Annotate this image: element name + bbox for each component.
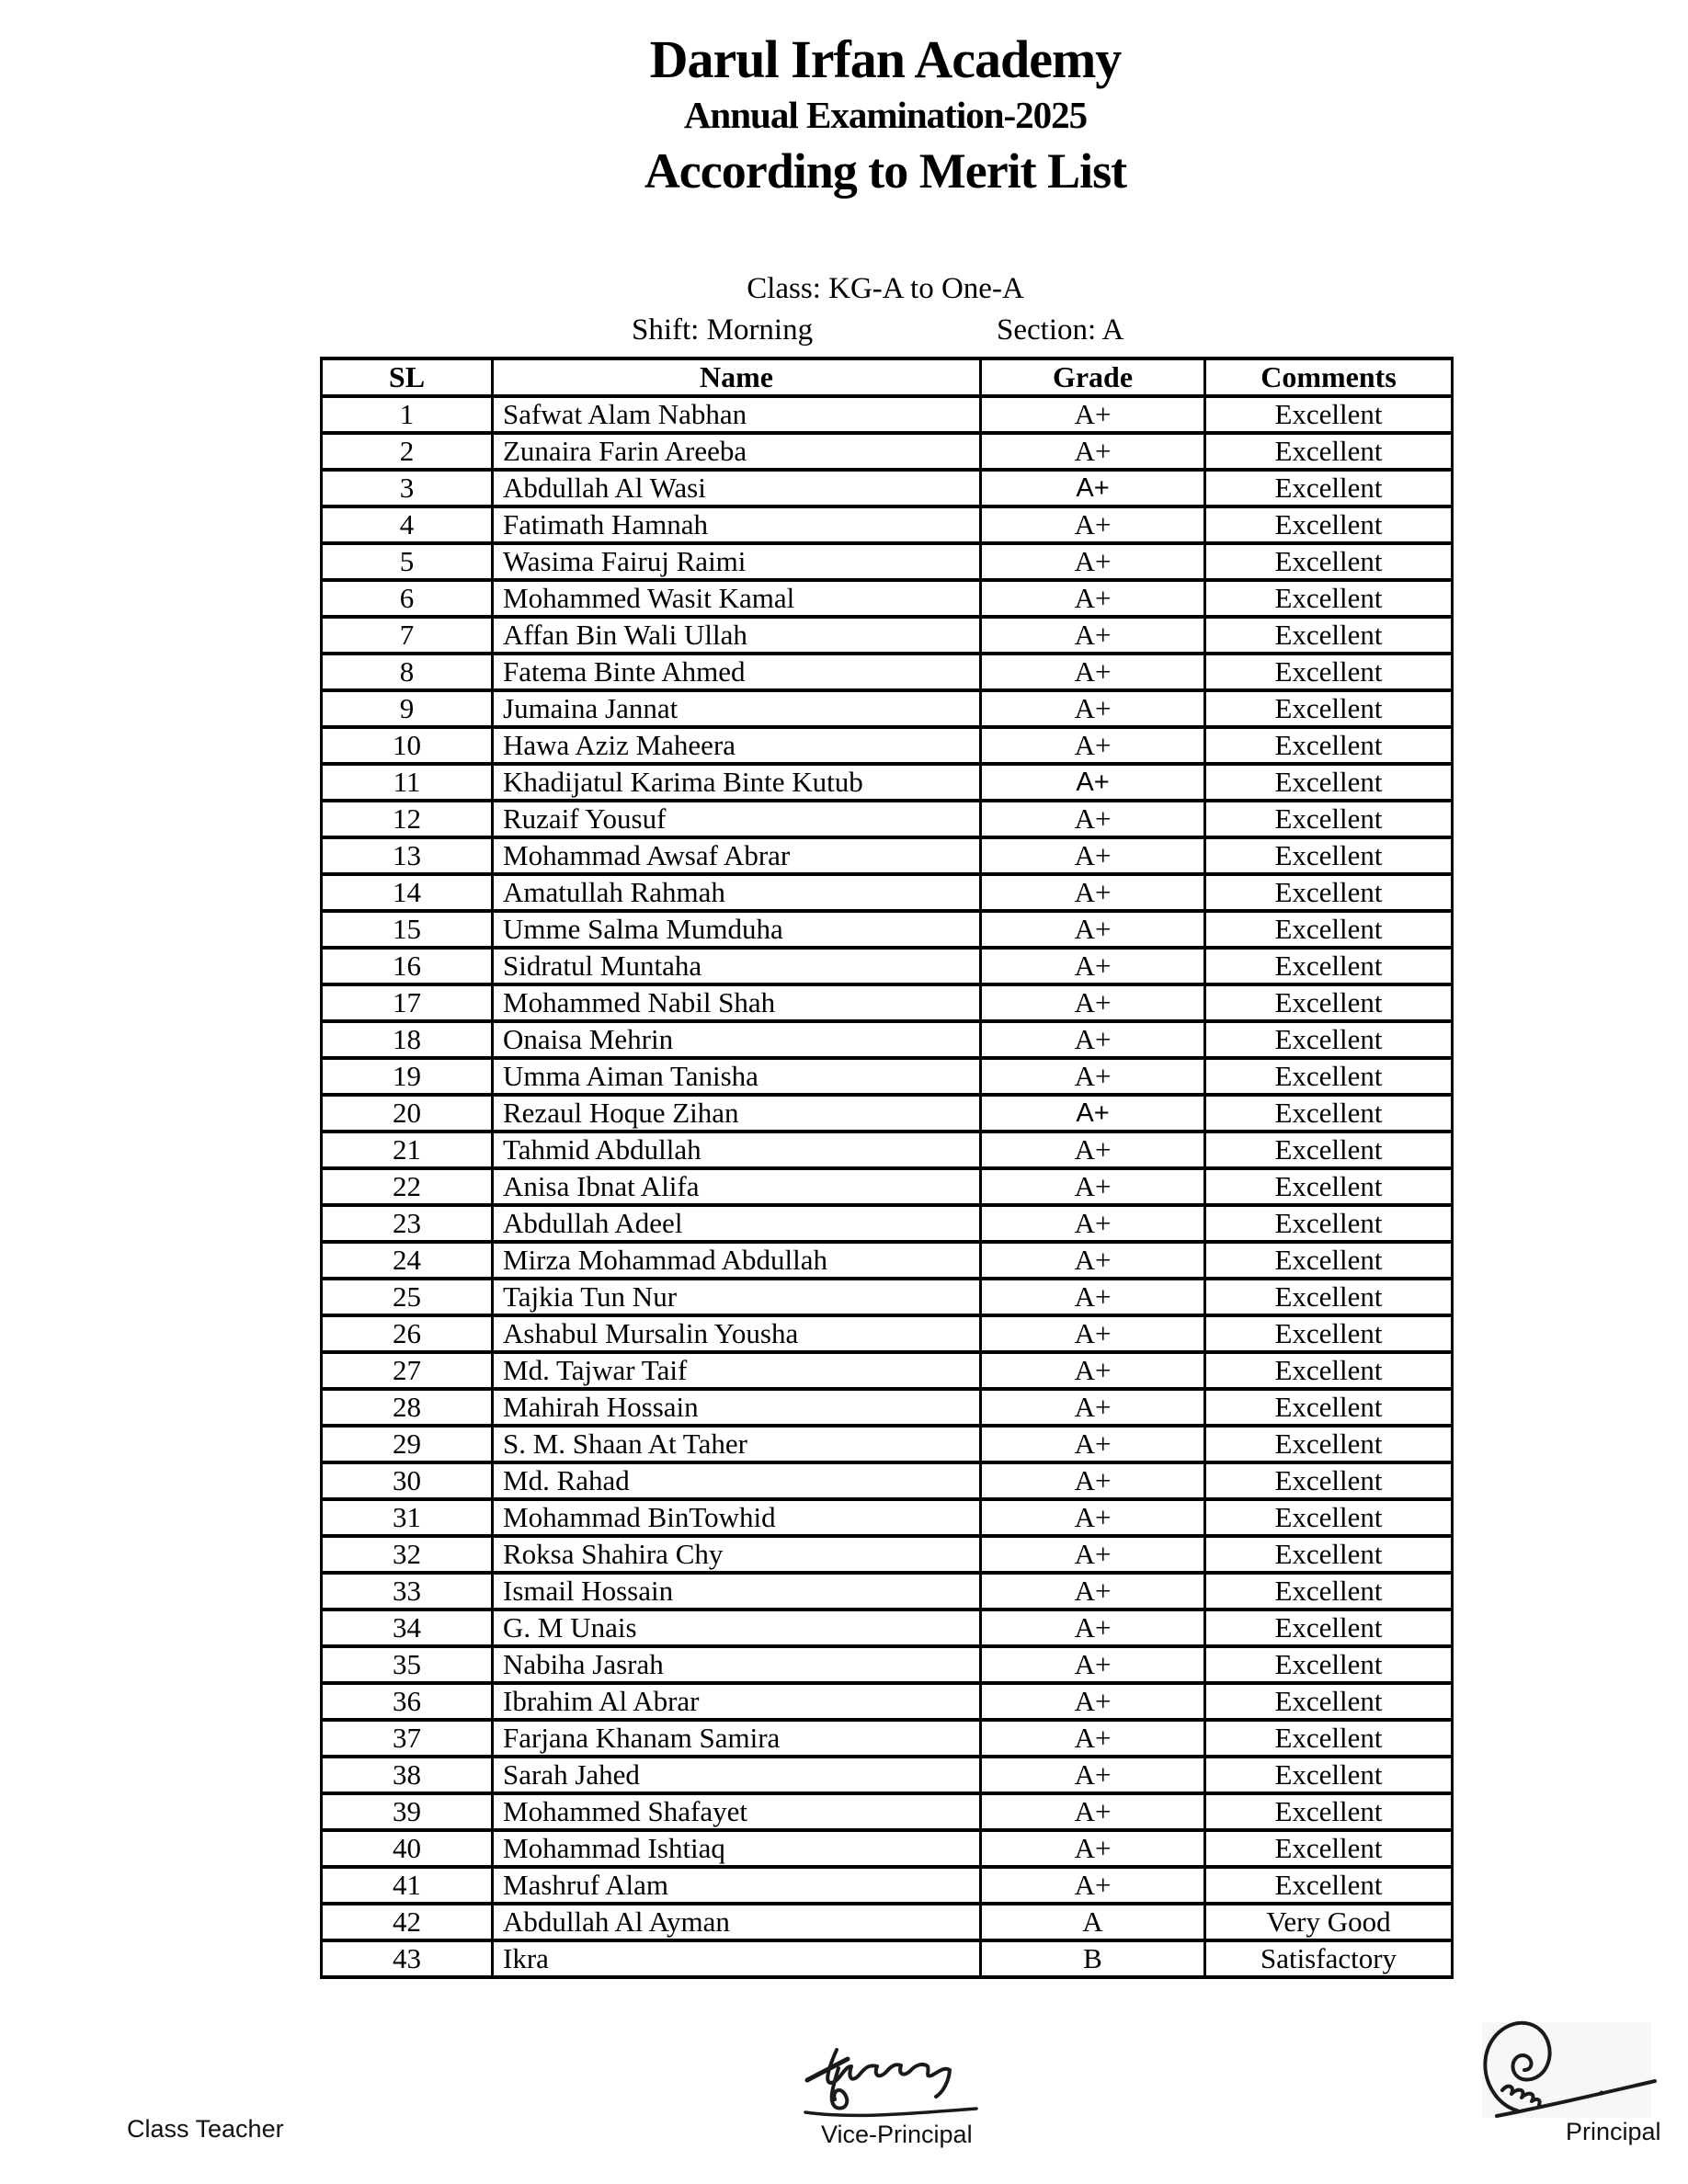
sl-cell: 25	[322, 1279, 493, 1315]
name-cell: G. M Unais	[493, 1610, 981, 1646]
table-row	[322, 396, 1453, 433]
table-row	[322, 948, 1453, 984]
comments-cell: Satisfactory	[1205, 1940, 1453, 1977]
table-row	[322, 1462, 1453, 1499]
grade-cell: A+	[981, 1793, 1205, 1830]
name-cell: Mirza Mohammad Abdullah	[493, 1242, 981, 1279]
table-row	[322, 1021, 1453, 1058]
merit-table	[320, 357, 1454, 1979]
table-row	[322, 1426, 1453, 1462]
sl-cell: 35	[322, 1646, 493, 1683]
table-row	[322, 1720, 1453, 1757]
name-cell: Umme Salma Mumduha	[493, 911, 981, 948]
grade-cell: A+	[981, 727, 1205, 764]
grade-cell: A+	[981, 874, 1205, 911]
name-cell: Hawa Aziz Maheera	[493, 727, 981, 764]
grade-cell: A+	[981, 1426, 1205, 1462]
comments-cell: Excellent	[1205, 654, 1453, 690]
table-row	[322, 1904, 1453, 1940]
comments-cell: Excellent	[1205, 1058, 1453, 1095]
school-name-title: Darul Irfan Academy	[649, 29, 1122, 89]
table-row	[322, 470, 1453, 506]
sl-cell: 30	[322, 1462, 493, 1499]
grade-cell: A+	[981, 948, 1205, 984]
grade-cell: A+	[981, 617, 1205, 654]
name-cell: Abdullah Al Ayman	[493, 1904, 981, 1940]
sl-cell: 21	[322, 1132, 493, 1168]
comments-cell: Excellent	[1205, 874, 1453, 911]
name-cell: Ruzaif Yousuf	[493, 801, 981, 837]
comments-cell: Excellent	[1205, 543, 1453, 580]
grade-cell: A+	[981, 1867, 1205, 1904]
name-cell: Jumaina Jannat	[493, 690, 981, 727]
table-header-row	[322, 358, 1453, 396]
comments-cell: Excellent	[1205, 580, 1453, 617]
name-cell: Umma Aiman Tanisha	[493, 1058, 981, 1095]
sl-cell: 8	[322, 654, 493, 690]
table-row	[322, 837, 1453, 874]
grade-cell: A+	[981, 764, 1205, 801]
table-row	[322, 1793, 1453, 1830]
name-cell: Mohammad Ishtiaq	[493, 1830, 981, 1867]
comments-cell: Excellent	[1205, 1720, 1453, 1757]
name-cell: Ismail Hossain	[493, 1573, 981, 1610]
column-header-name: Name	[493, 358, 981, 396]
sl-cell: 10	[322, 727, 493, 764]
sl-cell: 14	[322, 874, 493, 911]
shift-label: Shift: Morning	[632, 313, 814, 347]
sl-cell: 32	[322, 1536, 493, 1573]
sl-cell: 19	[322, 1058, 493, 1095]
sl-cell: 34	[322, 1610, 493, 1646]
grade-cell: A+	[981, 1610, 1205, 1646]
comments-cell: Excellent	[1205, 1095, 1453, 1132]
sl-cell: 39	[322, 1793, 493, 1830]
table-row	[322, 1279, 1453, 1315]
grade-cell: A+	[981, 837, 1205, 874]
table-row	[322, 1499, 1453, 1536]
grade-cell: A+	[981, 1720, 1205, 1757]
comments-cell: Excellent	[1205, 1610, 1453, 1646]
name-cell: Ikra	[493, 1940, 981, 1977]
grade-cell: A+	[981, 690, 1205, 727]
comments-cell: Excellent	[1205, 617, 1453, 654]
comments-cell: Excellent	[1205, 1536, 1453, 1573]
comments-cell: Excellent	[1205, 1315, 1453, 1352]
name-cell: Mohammad BinTowhid	[493, 1499, 981, 1536]
grade-cell: A+	[981, 1242, 1205, 1279]
name-cell: Abdullah Adeel	[493, 1205, 981, 1242]
sl-cell: 31	[322, 1499, 493, 1536]
grade-cell: A+	[981, 1315, 1205, 1352]
sl-cell: 40	[322, 1830, 493, 1867]
name-cell: Mohammed Shafayet	[493, 1793, 981, 1830]
grade-cell: A+	[981, 506, 1205, 543]
name-cell: Mohammed Wasit Kamal	[493, 580, 981, 617]
name-cell: Mahirah Hossain	[493, 1389, 981, 1426]
grade-cell: A+	[981, 1830, 1205, 1867]
grade-cell: A+	[981, 1352, 1205, 1389]
table-row	[322, 727, 1453, 764]
name-cell: Fatimath Hamnah	[493, 506, 981, 543]
table-row	[322, 764, 1453, 801]
name-cell: Zunaira Farin Areeba	[493, 433, 981, 470]
table-row	[322, 1610, 1453, 1646]
sl-cell: 42	[322, 1904, 493, 1940]
comments-cell: Excellent	[1205, 1793, 1453, 1830]
grade-cell: A+	[981, 1168, 1205, 1205]
table-row	[322, 1095, 1453, 1132]
name-cell: Ibrahim Al Abrar	[493, 1683, 981, 1720]
comments-cell: Excellent	[1205, 764, 1453, 801]
table-row	[322, 1940, 1453, 1977]
name-cell: Roksa Shahira Chy	[493, 1536, 981, 1573]
table-row	[322, 506, 1453, 543]
table-row	[322, 1757, 1453, 1793]
comments-cell: Excellent	[1205, 1867, 1453, 1904]
sl-cell: 17	[322, 984, 493, 1021]
name-cell: Farjana Khanam Samira	[493, 1720, 981, 1757]
comments-cell: Excellent	[1205, 1462, 1453, 1499]
sl-cell: 22	[322, 1168, 493, 1205]
sl-cell: 36	[322, 1683, 493, 1720]
sl-cell: 2	[322, 433, 493, 470]
grade-cell: A+	[981, 470, 1205, 506]
comments-cell: Excellent	[1205, 948, 1453, 984]
name-cell: Abdullah Al Wasi	[493, 470, 981, 506]
sl-cell: 7	[322, 617, 493, 654]
name-cell: Mohammad Awsaf Abrar	[493, 837, 981, 874]
sl-cell: 11	[322, 764, 493, 801]
comments-cell: Excellent	[1205, 1499, 1453, 1536]
comments-cell: Excellent	[1205, 1389, 1453, 1426]
name-cell: Rezaul Hoque Zihan	[493, 1095, 981, 1132]
name-cell: Onaisa Mehrin	[493, 1021, 981, 1058]
comments-cell: Excellent	[1205, 1168, 1453, 1205]
table-row	[322, 874, 1453, 911]
name-cell: Fatema Binte Ahmed	[493, 654, 981, 690]
comments-cell: Excellent	[1205, 801, 1453, 837]
sl-cell: 24	[322, 1242, 493, 1279]
table-row	[322, 433, 1453, 470]
comments-cell: Excellent	[1205, 396, 1453, 433]
comments-cell: Excellent	[1205, 1132, 1453, 1168]
sl-cell: 28	[322, 1389, 493, 1426]
sl-cell: 9	[322, 690, 493, 727]
name-cell: Anisa Ibnat Alifa	[493, 1168, 981, 1205]
name-cell: Tajkia Tun Nur	[493, 1279, 981, 1315]
table-row	[322, 1352, 1453, 1389]
table-row	[322, 1315, 1453, 1352]
grade-cell: A+	[981, 911, 1205, 948]
comments-cell: Excellent	[1205, 433, 1453, 470]
sl-cell: 37	[322, 1720, 493, 1757]
sl-cell: 29	[322, 1426, 493, 1462]
sl-cell: 13	[322, 837, 493, 874]
sl-cell: 23	[322, 1205, 493, 1242]
comments-cell: Excellent	[1205, 1757, 1453, 1793]
sl-cell: 43	[322, 1940, 493, 1977]
sl-cell: 5	[322, 543, 493, 580]
comments-cell: Excellent	[1205, 1646, 1453, 1683]
table-row	[322, 984, 1453, 1021]
grade-cell: A+	[981, 1757, 1205, 1793]
grade-cell: A+	[981, 1021, 1205, 1058]
grade-cell: A+	[981, 1499, 1205, 1536]
comments-cell: Excellent	[1205, 911, 1453, 948]
table-row	[322, 1536, 1453, 1573]
grade-cell: A+	[981, 801, 1205, 837]
name-cell: Wasima Fairuj Raimi	[493, 543, 981, 580]
table-row	[322, 1242, 1453, 1279]
table-row	[322, 1058, 1453, 1095]
table-row	[322, 654, 1453, 690]
grade-cell: A+	[981, 654, 1205, 690]
column-header-grade: Grade	[981, 358, 1205, 396]
sl-cell: 20	[322, 1095, 493, 1132]
name-cell: Md. Tajwar Taif	[493, 1352, 981, 1389]
exam-title: Annual Examination-2025	[683, 94, 1088, 136]
comments-cell: Excellent	[1205, 984, 1453, 1021]
name-cell: Safwat Alam Nabhan	[493, 396, 981, 433]
sl-cell: 33	[322, 1573, 493, 1610]
comments-cell: Excellent	[1205, 506, 1453, 543]
name-cell: Affan Bin Wali Ullah	[493, 617, 981, 654]
sl-cell: 18	[322, 1021, 493, 1058]
name-cell: Tahmid Abdullah	[493, 1132, 981, 1168]
sl-cell: 16	[322, 948, 493, 984]
sl-cell: 27	[322, 1352, 493, 1389]
name-cell: Sarah Jahed	[493, 1757, 981, 1793]
sl-cell: 41	[322, 1867, 493, 1904]
class-line: Class: KG-A to One-A	[747, 272, 1024, 305]
name-cell: Sidratul Muntaha	[493, 948, 981, 984]
comments-cell: Excellent	[1205, 1242, 1453, 1279]
grade-cell: A+	[981, 1205, 1205, 1242]
grade-cell: A+	[981, 1462, 1205, 1499]
sl-cell: 12	[322, 801, 493, 837]
grade-cell: A+	[981, 1573, 1205, 1610]
grade-cell: A+	[981, 1279, 1205, 1315]
sl-cell: 15	[322, 911, 493, 948]
grade-cell: A	[981, 1904, 1205, 1940]
merit-table-body	[322, 396, 1453, 1977]
merit-list-title: According to Merit List	[644, 143, 1127, 199]
grade-cell: A+	[981, 1389, 1205, 1426]
name-cell: Nabiha Jasrah	[493, 1646, 981, 1683]
table-row	[322, 617, 1453, 654]
grade-cell: A+	[981, 1683, 1205, 1720]
grade-cell: B	[981, 1940, 1205, 1977]
principal-signature	[1471, 2013, 1662, 2125]
comments-cell: Excellent	[1205, 837, 1453, 874]
table-row	[322, 1646, 1453, 1683]
vice-principal-signature	[802, 2041, 981, 2120]
sl-cell: 38	[322, 1757, 493, 1793]
table-row	[322, 1683, 1453, 1720]
grade-cell: A+	[981, 580, 1205, 617]
comments-cell: Very Good	[1205, 1904, 1453, 1940]
name-cell: Khadijatul Karima Binte Kutub	[493, 764, 981, 801]
sl-cell: 6	[322, 580, 493, 617]
grade-cell: A+	[981, 1095, 1205, 1132]
sl-cell: 4	[322, 506, 493, 543]
comments-cell: Excellent	[1205, 1352, 1453, 1389]
table-row	[322, 543, 1453, 580]
table-row	[322, 801, 1453, 837]
table-row	[322, 1867, 1453, 1904]
name-cell: Mohammed Nabil Shah	[493, 984, 981, 1021]
grade-cell: A+	[981, 984, 1205, 1021]
comments-cell: Excellent	[1205, 1573, 1453, 1610]
name-cell: Mashruf Alam	[493, 1867, 981, 1904]
grade-cell: A+	[981, 543, 1205, 580]
comments-cell: Excellent	[1205, 1830, 1453, 1867]
comments-cell: Excellent	[1205, 1683, 1453, 1720]
comments-cell: Excellent	[1205, 1279, 1453, 1315]
grade-cell: A+	[981, 1058, 1205, 1095]
grade-cell: A+	[981, 433, 1205, 470]
table-row	[322, 1168, 1453, 1205]
grade-cell: A+	[981, 1536, 1205, 1573]
table-row	[322, 690, 1453, 727]
column-header-comments: Comments	[1205, 358, 1453, 396]
table-row	[322, 911, 1453, 948]
name-cell: Md. Rahad	[493, 1462, 981, 1499]
table-row	[322, 1205, 1453, 1242]
comments-cell: Excellent	[1205, 1205, 1453, 1242]
grade-cell: A+	[981, 396, 1205, 433]
comments-cell: Excellent	[1205, 1426, 1453, 1462]
table-row	[322, 580, 1453, 617]
comments-cell: Excellent	[1205, 727, 1453, 764]
comments-cell: Excellent	[1205, 470, 1453, 506]
sl-cell: 1	[322, 396, 493, 433]
sl-cell: 3	[322, 470, 493, 506]
sl-cell: 26	[322, 1315, 493, 1352]
table-row	[322, 1132, 1453, 1168]
table-row	[322, 1830, 1453, 1867]
class-teacher-label: Class Teacher	[127, 2115, 284, 2143]
section-label: Section: A	[997, 313, 1124, 347]
comments-cell: Excellent	[1205, 690, 1453, 727]
vice-principal-label: Vice-Principal	[821, 2121, 973, 2148]
name-cell: Ashabul Mursalin Yousha	[493, 1315, 981, 1352]
principal-label: Principal	[1566, 2118, 1661, 2145]
name-cell: Amatullah Rahmah	[493, 874, 981, 911]
table-row	[322, 1389, 1453, 1426]
table-row	[322, 1573, 1453, 1610]
comments-cell: Excellent	[1205, 1021, 1453, 1058]
grade-cell: A+	[981, 1646, 1205, 1683]
column-header-sl: SL	[322, 358, 493, 396]
grade-cell: A+	[981, 1132, 1205, 1168]
name-cell: S. M. Shaan At Taher	[493, 1426, 981, 1462]
